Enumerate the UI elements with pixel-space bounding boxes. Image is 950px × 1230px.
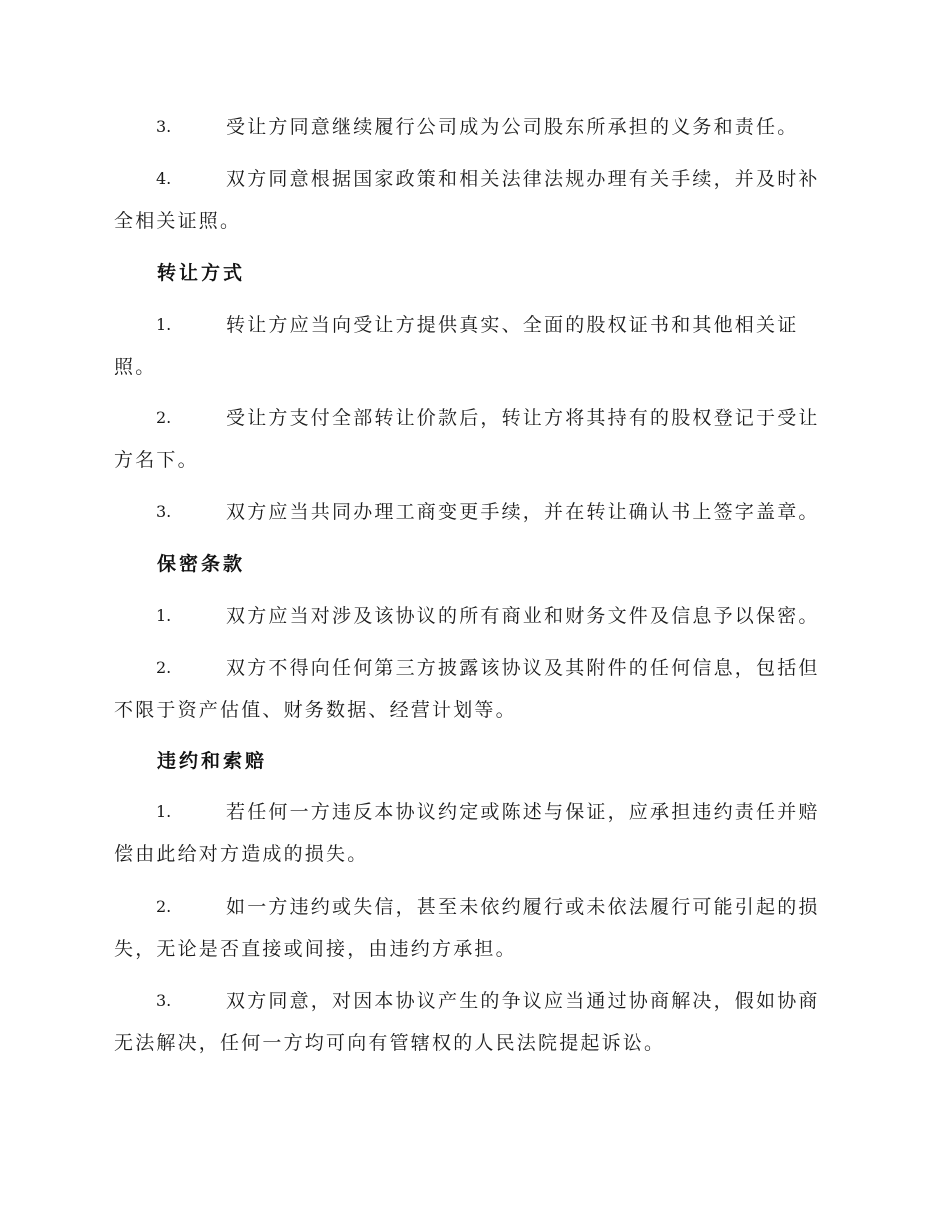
clause-text-continued: 失，无论是否直接或间接，由违约方承担。 [114, 938, 517, 960]
clause-text-continued: 不限于资产估值、财务数据、经营计划等。 [114, 699, 517, 721]
clause-number: 2. [156, 408, 172, 427]
clause-item [114, 886, 834, 970]
section-heading-transfer: 转让方式 [157, 262, 246, 284]
clause-item [114, 158, 834, 242]
clause-item [114, 304, 834, 388]
clause-text-continued: 偿由此给对方造成的损失。 [114, 843, 369, 865]
clause-text-continued: 无法解决，任何一方均可向有管辖权的人民法院提起诉讼。 [114, 1032, 666, 1054]
clause-text: 若任何一方违反本协议约定或陈述与保证，应承担违约责任并赔 [226, 801, 820, 823]
clause-text: 双方不得向任何第三方披露该协议及其附件的任何信息，包括但 [226, 657, 820, 679]
clause-text-continued: 方名下。 [114, 449, 199, 471]
clause-item [114, 491, 834, 533]
clause-text-continued: 照。 [114, 356, 157, 378]
clause-number: 1. [156, 606, 172, 625]
clause-number: 3. [156, 117, 172, 136]
clause-number: 3. [156, 991, 172, 1010]
clause-text: 双方应当对涉及该协议的所有商业和财务文件及信息予以保密。 [226, 605, 820, 627]
clause-item [114, 397, 834, 481]
section-heading-confidentiality: 保密条款 [157, 553, 246, 575]
clause-number: 1. [156, 315, 172, 334]
clause-item [114, 980, 834, 1064]
clause-text: 受让方同意继续履行公司成为公司股东所承担的义务和责任。 [226, 116, 799, 138]
clause-item [114, 791, 834, 875]
section-heading-breach: 违约和索赔 [157, 750, 268, 772]
clause-text: 双方同意，对因本协议产生的争议应当通过协商解决，假如协商 [226, 990, 820, 1012]
clause-item [114, 595, 834, 637]
clause-number: 1. [156, 802, 172, 821]
clause-number: 2. [156, 658, 172, 677]
clause-number: 4. [156, 169, 172, 188]
clause-text: 转让方应当向受让方提供真实、全面的股权证书和其他相关证 [226, 314, 799, 336]
clause-text: 如一方违约或失信，甚至未依约履行或未依法履行可能引起的损 [226, 896, 820, 918]
clause-number: 2. [156, 897, 172, 916]
clause-text: 双方同意根据国家政策和相关法律法规办理有关手续，并及时补 [226, 168, 820, 190]
clause-text-continued: 全相关证照。 [114, 210, 242, 232]
clause-text: 双方应当共同办理工商变更手续，并在转让确认书上签字盖章。 [226, 501, 820, 523]
clause-text: 受让方支付全部转让价款后，转让方将其持有的股权登记于受让 [226, 407, 820, 429]
clause-item [114, 106, 834, 148]
clause-item [114, 647, 834, 731]
clause-number: 3. [156, 502, 172, 521]
